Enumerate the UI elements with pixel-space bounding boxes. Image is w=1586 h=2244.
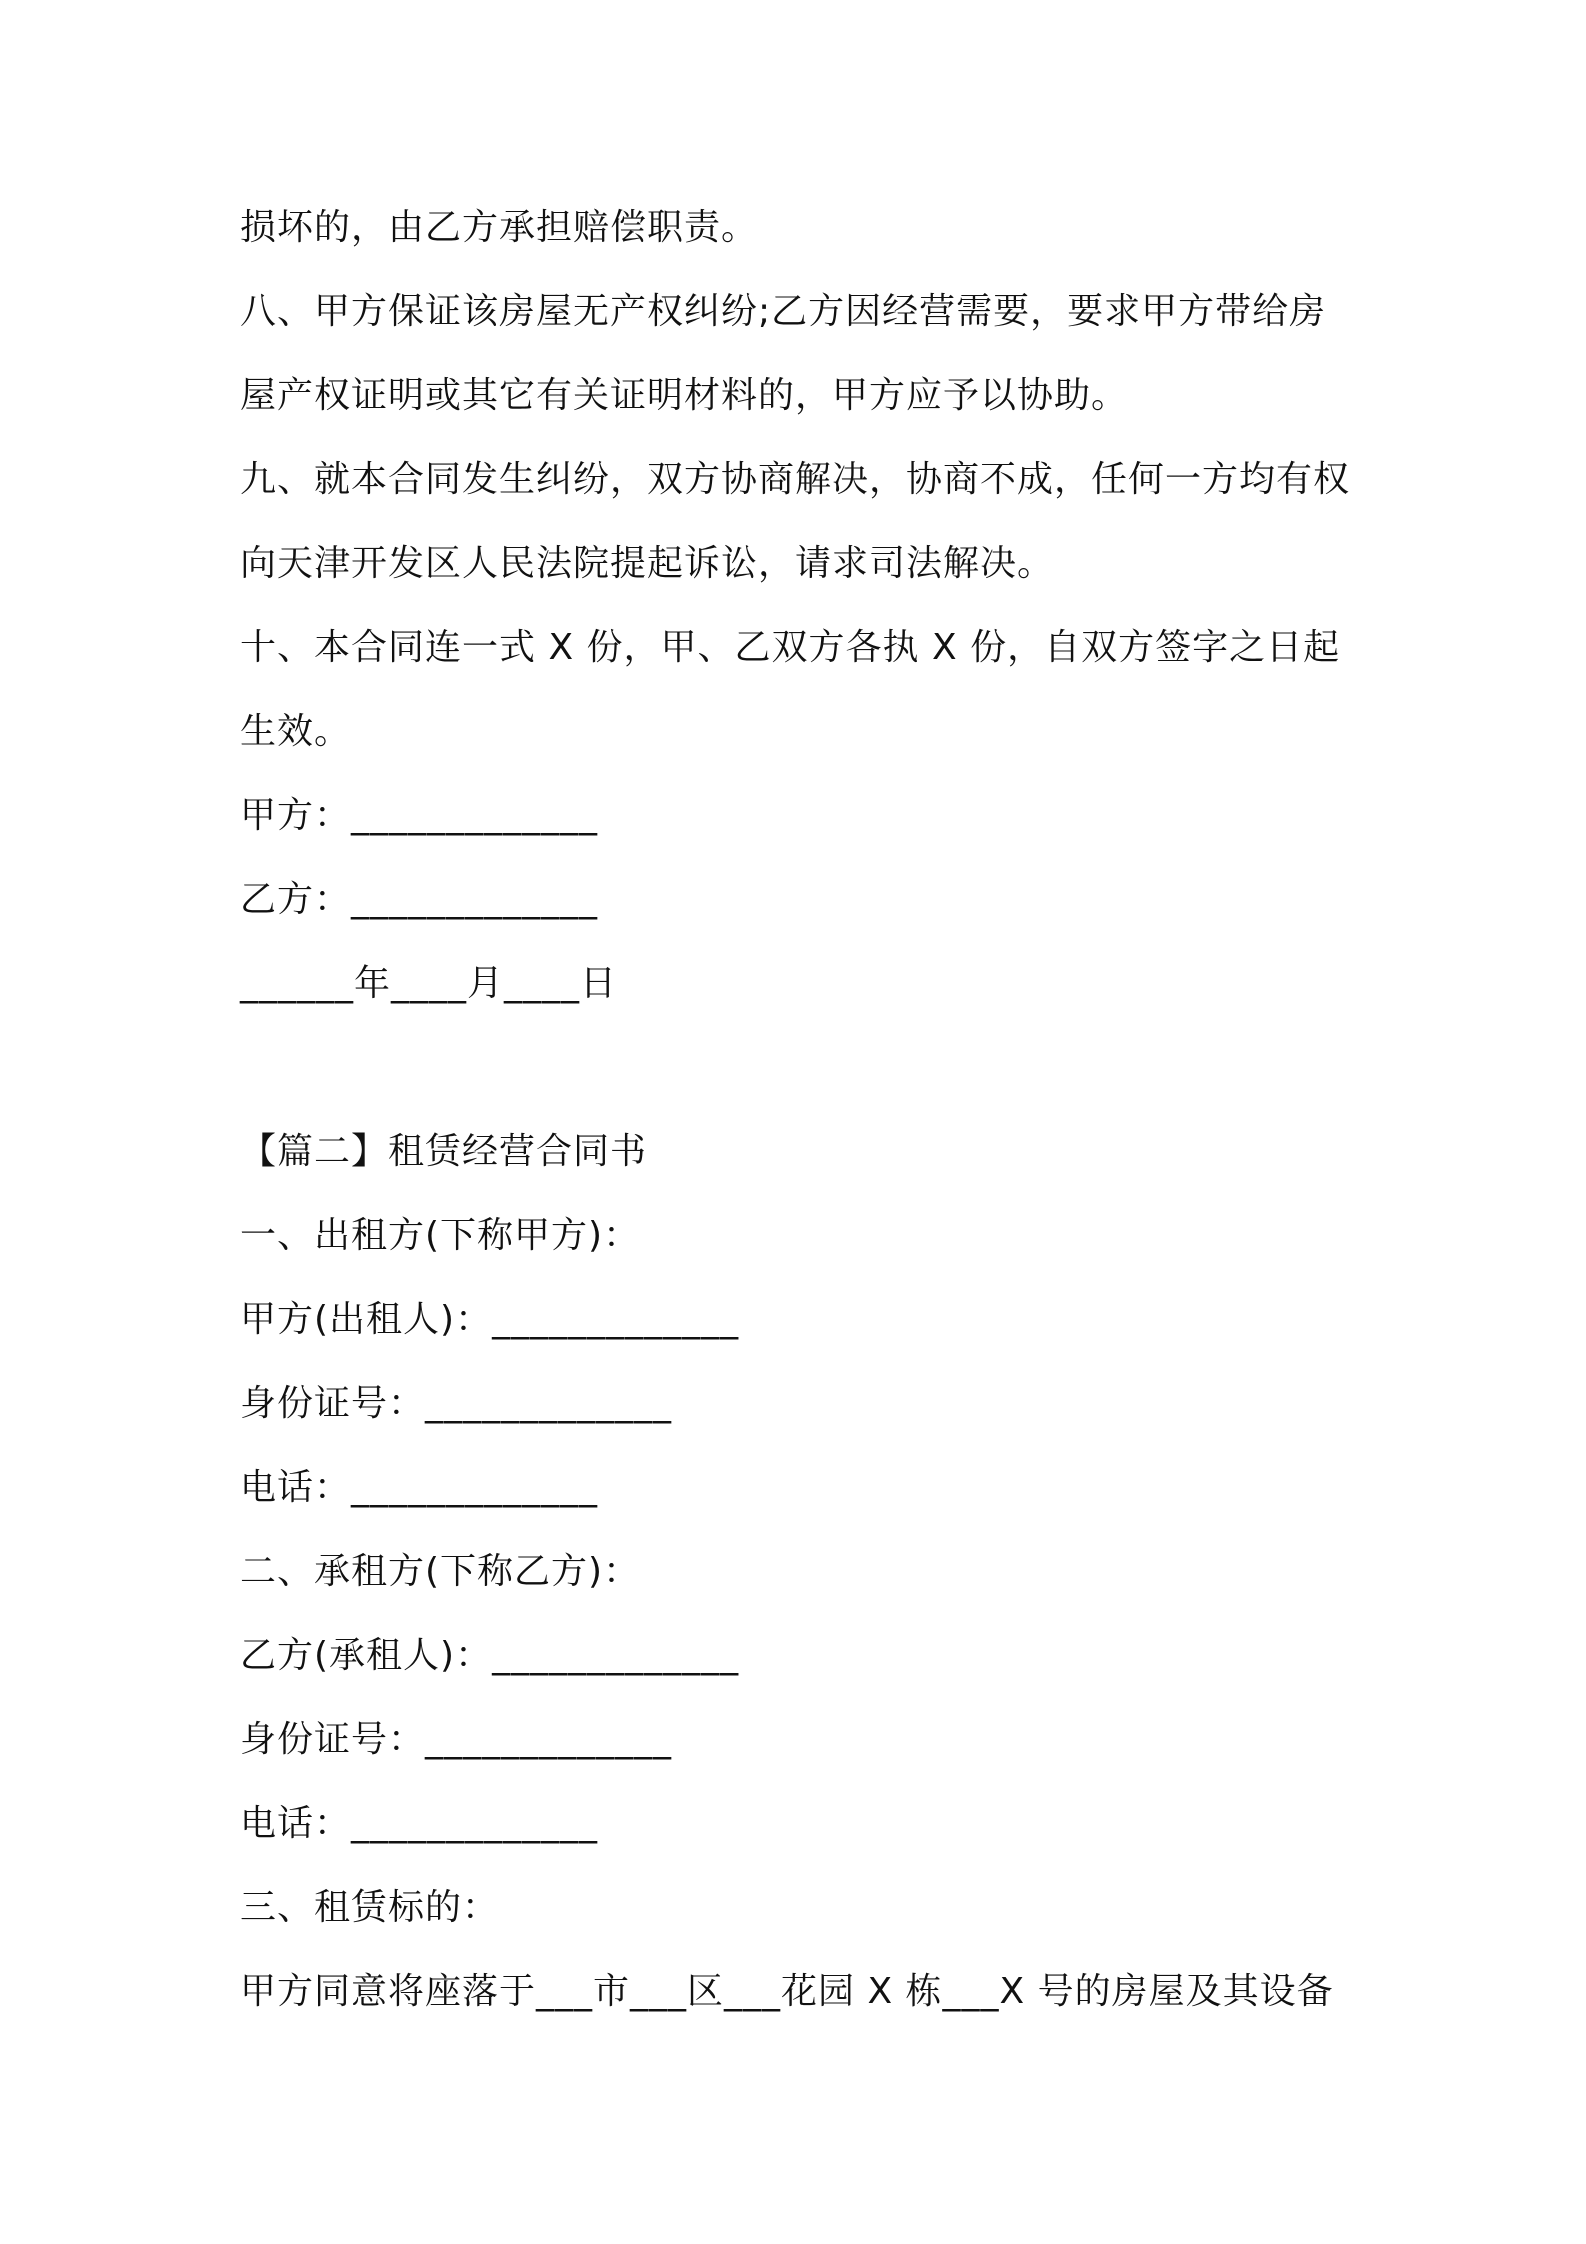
lease-subject-heading: 三、租赁标的：	[240, 1887, 500, 1928]
lessee-phone-field: 电话：_____________	[240, 1803, 599, 1844]
clause-8-line-1: 八、甲方保证该房屋无产权纠纷;乙方因经营需要，要求甲方带给房	[240, 291, 1327, 332]
lessee-name-field: 乙方(承租人)：_____________	[240, 1635, 740, 1676]
party-b-signature-line: 乙方：_____________	[240, 879, 599, 920]
lessor-id-field: 身份证号：_____________	[240, 1383, 673, 1424]
clause-9-line-2: 向天津开发区人民法院提起诉讼，请求司法解决。	[240, 543, 1055, 584]
lessor-phone-field: 电话：_____________	[240, 1467, 599, 1508]
lessee-id-field: 身份证号：_____________	[240, 1719, 673, 1760]
clause-10-line-2: 生效。	[240, 711, 352, 752]
section-heading: 【篇二】租赁经营合同书	[240, 1131, 648, 1172]
clause-9-line-1: 九、就本合同发生纠纷，双方协商解决，协商不成，任何一方均有权	[240, 459, 1351, 500]
clause-8-line-2: 屋产权证明或其它有关证明材料的，甲方应予以协助。	[240, 375, 1129, 416]
lessee-heading: 二、承租方(下称乙方)：	[240, 1551, 641, 1592]
text-line-damage-liability: 损坏的，由乙方承担赔偿职责。	[240, 207, 759, 248]
lease-subject-text: 甲方同意将座落于___市___区___花园 X 栋___X 号的房屋及其设备	[240, 1971, 1334, 2012]
date-line: ______年____月____日	[240, 963, 618, 1004]
clause-10-line-1: 十、本合同连一式 X 份，甲、乙双方各执 X 份，自双方签字之日起	[240, 627, 1341, 668]
lessor-name-field: 甲方(出租人)：_____________	[240, 1299, 740, 1340]
lessor-heading: 一、出租方(下称甲方)：	[240, 1215, 641, 1256]
party-a-signature-line: 甲方：_____________	[240, 795, 599, 836]
